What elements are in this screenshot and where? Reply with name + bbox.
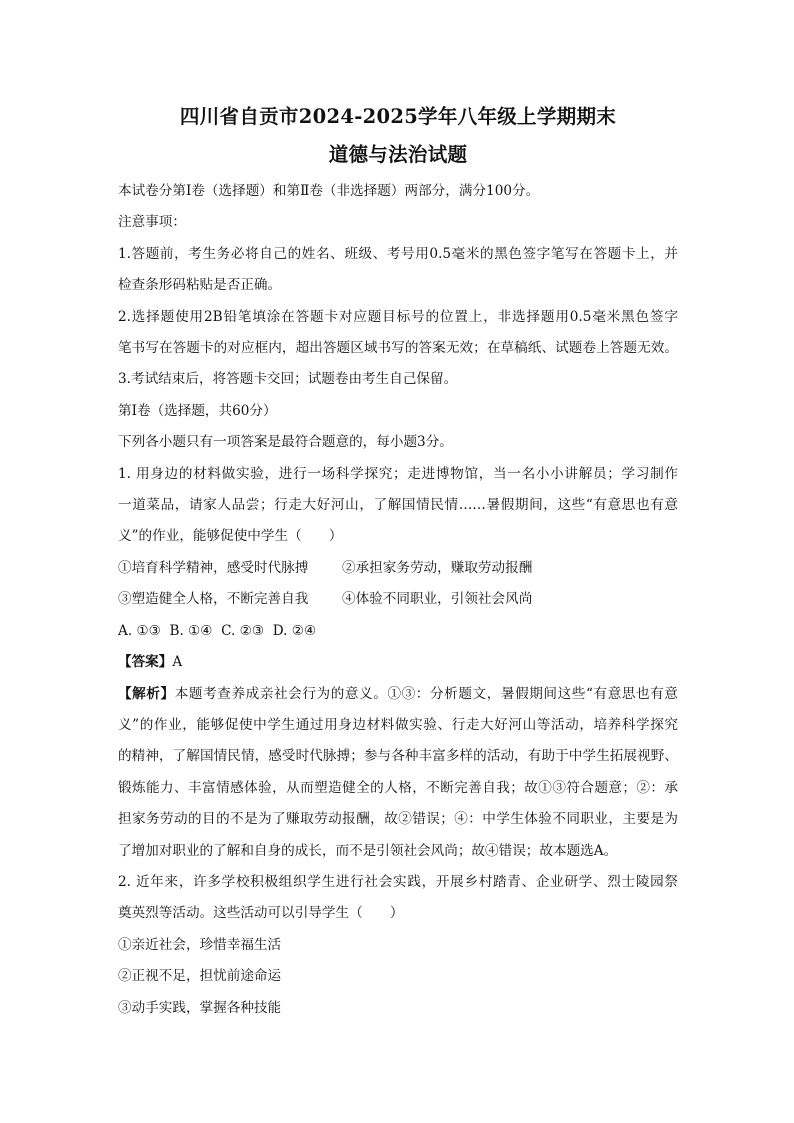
page-title: 四川省自贡市2024-2025学年八年级上学期期末 [179, 105, 617, 128]
exam-page [118, 100, 678, 1024]
q1-option-4: ④体验不同职业，引领社会风尚 [342, 591, 533, 608]
note-1-line-1: 1.答题前，考生务必将自己的姓名、班级、考号用0.5毫米的黑色签字笔写在答题卡上，并 [118, 245, 678, 262]
q2-option-3: ③动手实践，掌握各种技能 [118, 999, 282, 1016]
q2-option-1: ①亲近社会，珍惜幸福生活 [118, 936, 282, 953]
analysis-label: 【解析】 [118, 685, 175, 702]
q1-analysis-line-3: 的精神，了解国情民情，感受时代脉搏；参与各种丰富多样的活动，有助于中学生拓展视野、 [118, 748, 678, 765]
analysis-text: 本题考查养成亲社会行为的意义。①③：分析题文，暑假期间这些“有意思也有意 [174, 685, 679, 702]
note-1-line-2: 检查条形码粘贴是否正确。 [118, 277, 282, 294]
q1-options-row-2 [118, 584, 678, 615]
q1-option-2: ②承担家务劳动，赚取劳动报酬 [342, 559, 533, 576]
q1-stem-line-1: 1. 用身边的材料做实验，进行一场科学探究；走进博物馆，当一名小小讲解员；学习制作 [118, 465, 678, 482]
section-1-instruction: 下列各小题只有一项答案是最符合题意的，每小题3分。 [118, 434, 453, 451]
q1-option-3: ③塑造健全人格，不断完善自我 [118, 591, 309, 608]
q1-analysis-line-4: 锻炼能力、丰富情感体验，从而塑造健全的人格，不断完善自我；故①③符合题意；②：承 [118, 779, 678, 796]
answer-value: A [172, 654, 183, 671]
exam-summary: 本试卷分第Ⅰ卷（选择题）和第Ⅱ卷（非选择题）两部分，满分100分。 [118, 183, 540, 199]
q1-options-row-1 [118, 553, 678, 584]
note-3: 3.考试结束后，将答题卡交回；试题卷由考生自己保留。 [118, 371, 458, 388]
note-2-line-1: 2.选择题使用2B铅笔填涂在答题卡对应题目标号的位置上，非选择题用0.5毫米黑色签字 [118, 308, 678, 325]
q1-analysis-line-5: 担家务劳动的目的不是为了赚取劳动报酬，故②错误；④：中学生体验不同职业，主要是为 [118, 811, 678, 828]
q1-choices: A. ①③ B. ①④ C. ②③ D. ②④ [118, 622, 317, 639]
q2-stem-line-1: 2. 近年来，许多学校积极组织学生进行社会实践，开展乡村踏青、企业研学、烈士陵园祭 [118, 873, 678, 890]
q1-stem-line-2: 一道菜品，请家人品尝；行走大好河山，了解国情民情……暑假期间，这些“有意思也有意 [118, 497, 678, 514]
answer-label: 【答案】 [118, 654, 173, 671]
section-1-heading: 第Ⅰ卷（选择题，共60分） [118, 402, 277, 419]
q1-analysis-line-1 [118, 679, 678, 710]
q1-analysis-line-6: 了增加对职业的了解和自身的成长，而不是引领社会风尚；故④错误；故本题选A。 [118, 842, 618, 859]
q1-answer [118, 647, 678, 678]
q1-option-1: ①培育科学精神，感受时代脉搏 [118, 559, 309, 576]
note-2-line-2: 笔书写在答题卡的对应框内，超出答题区域书写的答案无效；在草稿纸、试题卷上答题无效。 [118, 340, 678, 357]
notes-heading: 注意事项： [118, 214, 186, 231]
q2-option-2: ②正视不足，担忧前途命运 [118, 968, 282, 985]
q1-stem-line-3: 义”的作业，能够促使中学生（ ） [118, 528, 343, 545]
q2-stem-line-2: 奠英烈等活动。这些活动可以引导学生（ ） [118, 905, 404, 922]
page-subtitle: 道德与法治试题 [328, 143, 468, 166]
q1-analysis-line-2: 义”的作业，能够促使中学生通过用身边材料做实验、行走大好河山等活动，培养科学探究 [118, 716, 678, 733]
